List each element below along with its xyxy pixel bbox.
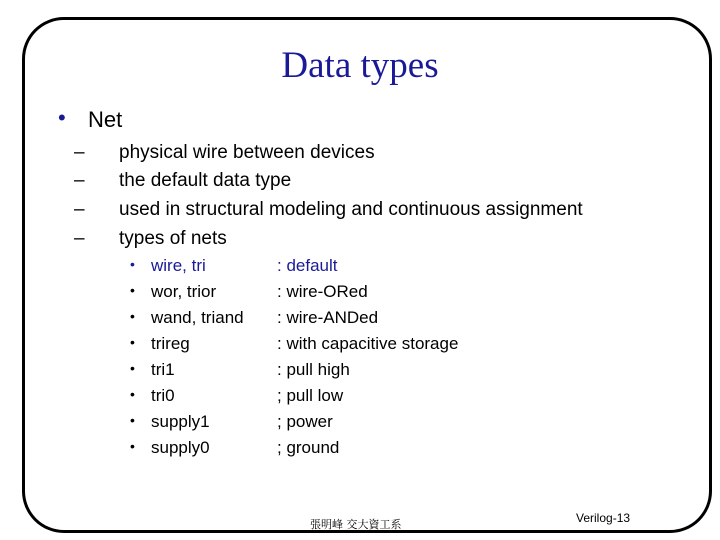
sub-bullet-text: used in structural modeling and continuous assignment [119,199,583,220]
net-type-desc: : wire-ORed [277,282,368,301]
footer-author: 張明峰 交大資工系 [310,518,402,531]
net-type-name: tri1 [151,360,175,379]
bullet-label: Net [88,107,123,132]
bullet-icon: • [130,438,135,454]
net-type-desc: ; ground [277,438,340,457]
net-type-name: wand, triand [151,308,244,327]
net-type-desc: : default [277,256,338,275]
dash-icon: – [74,170,85,191]
bullet-icon: • [130,334,135,350]
net-type-desc: ; power [277,412,333,431]
net-type-name: supply1 [151,412,210,431]
bullet-icon: • [130,308,135,324]
bullet-icon: • [130,412,135,428]
net-type-desc: : with capacitive storage [277,334,459,353]
slide-frame [22,17,712,533]
dash-icon: – [74,228,85,249]
page-label: Verilog-13 [576,511,631,525]
bullet-icon: • [130,256,135,272]
sub-bullet-text: types of nets [119,228,227,249]
net-type-name: tri0 [151,386,175,405]
net-type-name: supply0 [151,438,210,457]
dash-icon: – [74,142,85,163]
net-type-name: wor, trior [151,282,217,301]
dash-icon: – [74,199,85,220]
net-type-desc: : wire-ANDed [277,308,379,327]
sub-bullet-text: physical wire between devices [119,142,375,163]
net-type-desc: : pull high [277,360,350,379]
net-type-name: wire, tri [151,256,206,275]
sub-bullet-text: the default data type [119,170,292,191]
bullet-icon: • [130,360,135,376]
bullet-icon: • [130,282,135,298]
bullet-icon: • [58,105,66,130]
bullet-icon: • [130,386,135,402]
net-type-desc: ; pull low [277,386,344,405]
slide-title: Data types [281,45,439,86]
net-type-name: trireg [151,334,190,353]
